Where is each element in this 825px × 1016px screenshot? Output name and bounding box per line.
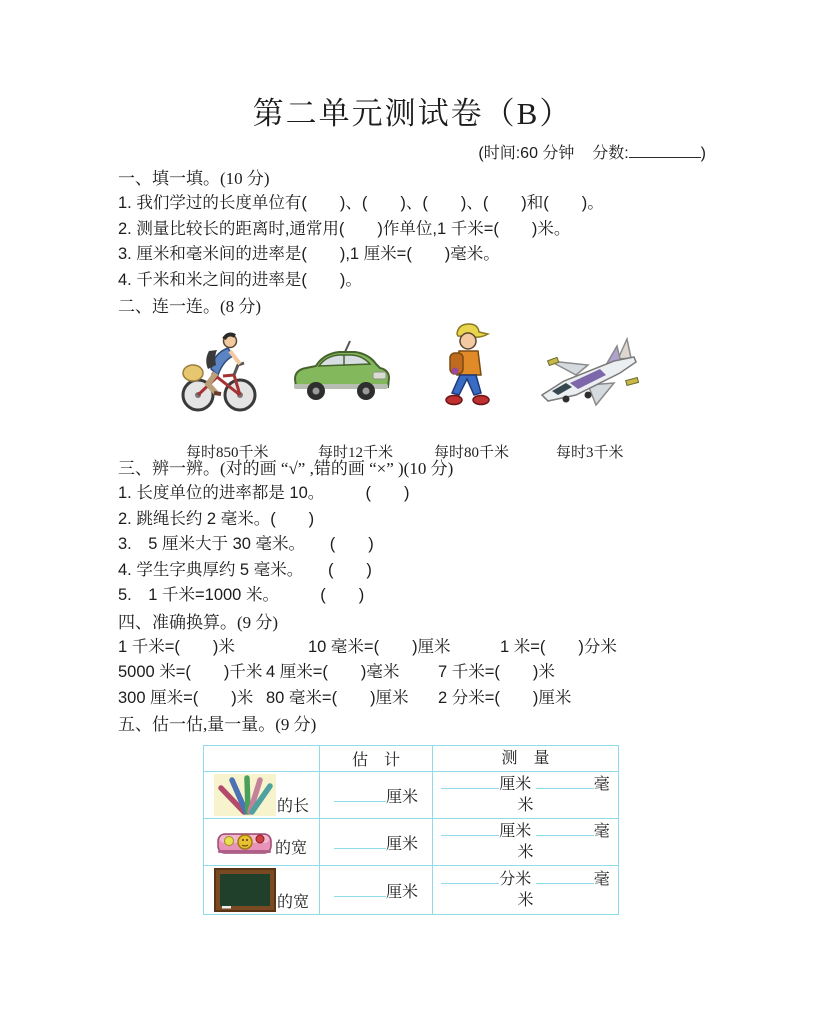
s3-question-1: 1. 长度单位的进率都是 10。 ( ) bbox=[118, 484, 410, 502]
spacer bbox=[579, 145, 588, 162]
bicycle-rider-icon bbox=[178, 327, 262, 415]
pencil-case-icon bbox=[216, 826, 274, 858]
measure-unit-1: 厘米 bbox=[499, 823, 532, 840]
estimate-unit: 厘米 bbox=[385, 883, 418, 901]
conversion-row-2 bbox=[118, 660, 718, 686]
table-header-row bbox=[204, 746, 619, 772]
measure-blank-2 bbox=[536, 776, 594, 789]
s3-question-4: 4. 学生字典厚约 5 毫米。 ( ) bbox=[118, 560, 372, 579]
close-paren: ) bbox=[700, 145, 706, 162]
figure-walker bbox=[418, 321, 518, 413]
s1-question-3: 3. 厘米和毫米间的进率是( ),1 厘米=( )毫米。 bbox=[118, 245, 500, 263]
figure-car bbox=[286, 337, 396, 403]
measure-unit-1: 厘米 bbox=[499, 776, 532, 793]
fighter-jet-icon bbox=[534, 333, 646, 413]
conversion-item: 1 米=( )分米 bbox=[500, 637, 617, 656]
estimate-unit: 厘米 bbox=[385, 835, 418, 853]
estimate-blank bbox=[334, 836, 386, 849]
conversion-row-1 bbox=[118, 635, 718, 661]
blackboard-icon bbox=[214, 868, 276, 912]
object-label: 的宽 bbox=[276, 894, 309, 911]
measure-blank-2 bbox=[536, 871, 594, 884]
table-row-chalk bbox=[204, 772, 619, 819]
section-1-heading: 一、填一填。(10 分) bbox=[118, 169, 270, 188]
match-labels-row bbox=[118, 433, 718, 461]
conversion-item: 5000 米=( )千米 bbox=[118, 663, 263, 681]
estimate-blank bbox=[334, 884, 386, 897]
time-label: (时间:60 分钟 bbox=[478, 145, 575, 162]
measure-unit-2: 毫米 bbox=[517, 823, 610, 861]
table-header-estimate: 估 计 bbox=[320, 746, 433, 772]
measure-blank-1 bbox=[441, 776, 499, 789]
table-header-object bbox=[204, 746, 320, 772]
estimate-measure-table bbox=[203, 745, 619, 915]
s3-question-5: 5. 1 千米=1000 米。 ( ) bbox=[118, 586, 365, 604]
s3-question-2: 2. 跳绳长约 2 毫米。( ) bbox=[118, 509, 315, 528]
section-5-heading: 五、估一估,量一量。(9 分) bbox=[118, 715, 317, 734]
table-row-blackboard bbox=[204, 866, 619, 915]
page-title: 第二单元测试卷（B） bbox=[252, 96, 573, 131]
estimate-unit: 厘米 bbox=[385, 788, 418, 806]
section-3-heading: 三、辨一辨。(对的画 “√” ,错的画 “×” )(10 分) bbox=[118, 459, 454, 478]
section-4-heading: 四、准确换算。(9 分) bbox=[118, 612, 279, 632]
s1-question-4: 4. 千米和米之间的进率是( )。 bbox=[118, 270, 362, 289]
object-cell bbox=[204, 866, 319, 914]
paper-body bbox=[118, 167, 718, 915]
measure-blank-1 bbox=[441, 823, 499, 836]
object-label: 的宽 bbox=[274, 840, 307, 857]
table-header-measure: 测 量 bbox=[433, 746, 619, 772]
conversion-item: 10 毫米=( )厘米 bbox=[308, 637, 451, 656]
speed-label-walker: 每时80千米 bbox=[434, 445, 510, 461]
object-cell bbox=[204, 772, 319, 818]
conversion-item: 4 厘米=( )毫米 bbox=[266, 663, 400, 681]
s1-question-2: 2. 测量比较长的距离时,通常用( )作单位,1 千米=( )米。 bbox=[118, 219, 571, 238]
conversion-row-3 bbox=[118, 686, 718, 712]
measure-unit-2: 毫米 bbox=[517, 776, 610, 814]
object-label: 的长 bbox=[276, 798, 309, 815]
measure-blank-2 bbox=[536, 823, 594, 836]
s3-question-3: 3. 5 厘米大于 30 毫米。 ( ) bbox=[118, 535, 374, 553]
score-label: 分数: bbox=[592, 145, 629, 162]
table-row-pencil-case bbox=[204, 819, 619, 866]
object-cell bbox=[204, 824, 319, 860]
match-figures-row bbox=[118, 321, 718, 447]
speed-label-airplane: 每时3千米 bbox=[556, 445, 624, 461]
figure-airplane bbox=[530, 333, 650, 413]
score-blank-line bbox=[629, 143, 701, 158]
conversion-item: 80 毫米=( )厘米 bbox=[266, 688, 409, 707]
measure-unit-2: 毫米 bbox=[517, 871, 610, 909]
s1-question-1: 1. 我们学过的长度单位有( )、( )、( )、( )和( )。 bbox=[118, 194, 604, 212]
walking-boy-icon bbox=[443, 321, 493, 413]
conversion-item: 2 分米=( )厘米 bbox=[438, 688, 572, 707]
estimate-blank bbox=[334, 789, 386, 802]
conversion-item: 7 千米=( )米 bbox=[438, 663, 555, 681]
figure-bicycle bbox=[170, 327, 270, 415]
conversion-item: 300 厘米=( )米 bbox=[118, 688, 254, 707]
measure-unit-1: 分米 bbox=[499, 871, 532, 888]
section-2-heading: 二、连一连。(8 分) bbox=[118, 297, 262, 316]
speed-label-bicycle: 每时850千米 bbox=[186, 445, 269, 461]
speed-label-car: 每时12千米 bbox=[318, 445, 394, 461]
chalk-sticks-icon bbox=[214, 774, 276, 816]
conversion-item: 1 千米=( )米 bbox=[118, 637, 235, 656]
measure-blank-1 bbox=[441, 871, 499, 884]
green-car-icon bbox=[289, 337, 393, 403]
time-score-line bbox=[0, 140, 706, 163]
